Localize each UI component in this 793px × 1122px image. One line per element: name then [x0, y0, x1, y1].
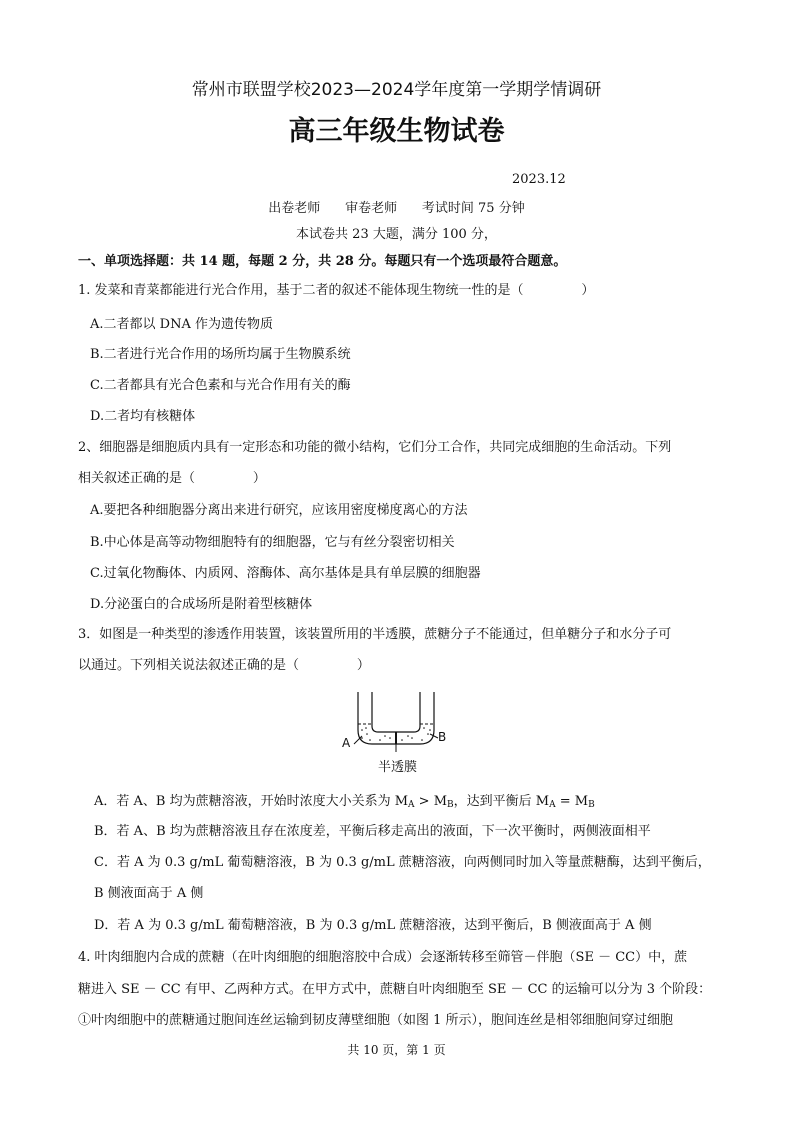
- q3-option-d: D．若 A 为 0.3 g/mL 葡萄糖溶液，B 为 0.3 g/mL 蔗糖溶液，达到平衡后，B 侧液面高于 A 侧: [94, 918, 652, 933]
- q3-option-c-line2: B 侧液面高于 A 侧: [94, 886, 204, 901]
- q2-option-d: D.分泌蛋白的合成场所是附着型核糖体: [90, 597, 313, 612]
- q2-option-b: B.中心体是高等动物细胞特有的细胞器，它与有丝分裂密切相关: [90, 535, 455, 550]
- q4-line1: 4. 叶肉细胞内合成的蔗糖（在叶肉细胞的细胞溶胶中合成）会逐渐转移至筛管－伴胞（SE － CC）中，蔗: [78, 950, 688, 965]
- section-heading: 一、单项选择题：共 14 题，每题 2 分，共 28 分。每题只有一个选项最符合题意。: [78, 254, 567, 269]
- q1-option-c: C.二者都具有光合色素和与光合作用有关的酶: [90, 378, 351, 393]
- staff-line: 出卷老师 审卷老师 考试时间 75 分钟: [268, 201, 525, 216]
- membrane-caption: 半透膜: [378, 760, 418, 775]
- q1-option-a: A.二者都以 DNA 作为遗传物质: [90, 317, 273, 332]
- q2-stem-line2: 相关叙述正确的是（ ）: [78, 471, 266, 486]
- summary-line: 本试卷共 23 大题，满分 100 分，: [296, 227, 497, 242]
- q2-option-c: C.过氧化物酶体、内质网、溶酶体、高尔基体是具有单层膜的细胞器: [90, 566, 481, 581]
- q3-option-a: A．若 A、B 均为蔗糖溶液，开始时浓度大小关系为 $M_A > M_B$，达到平衡后 $M_A = M_B$: [94, 794, 595, 810]
- page-footer: 共 10 页，第 1 页: [347, 1043, 446, 1057]
- q2-stem-line1: 2、细胞器是细胞质内具有一定形态和功能的微小结构，它们分工合作，共同完成细胞的生命活动。下列: [78, 440, 672, 455]
- q4-line3: ①叶肉细胞中的蔗糖通过胞间连丝运输到韧皮薄壁细胞（如图 1 所示），胞间连丝是相邻细胞间穿过细胞: [78, 1013, 674, 1028]
- u-tube-inner-wall: [372, 692, 420, 732]
- q1-option-b: B.二者进行光合作用的场所均属于生物膜系统: [90, 347, 351, 362]
- q3-option-b: B．若 A、B 均为蔗糖溶液且存在浓度差，平衡后移走高出的液面，下一次平衡时，两侧液面相平: [94, 824, 651, 839]
- label-b: B: [438, 730, 447, 744]
- exam-date: 2023.12: [512, 172, 566, 187]
- q2-option-a: A.要把各种细胞器分离出来进行研究，应该用密度梯度离心的方法: [90, 503, 468, 518]
- paper-title: 高三年级生物试卷: [288, 116, 505, 147]
- q1-stem: 1. 发菜和青菜都能进行光合作用，基于二者的叙述不能体现生物统一性的是（ ）: [78, 283, 595, 298]
- q3-stem-line1: 3．如图是一种类型的渗透作用装置，该装置所用的半透膜，蔗糖分子不能通过，但单糖分子和水分子可: [78, 627, 672, 642]
- q3-option-c-line1: C．若 A 为 0.3 g/mL 葡萄糖溶液，B 为 0.3 g/mL 蔗糖溶液，向两侧同时加入等量蔗糖酶，达到平衡后，: [94, 855, 711, 870]
- q3-figure: [340, 690, 460, 780]
- q3-stem-line2: 以通过。下列相关说法叙述正确的是（ ）: [78, 658, 370, 673]
- label-a: A: [342, 736, 351, 750]
- school-title: 常州市联盟学校2023—2024学年度第一学期学情调研: [191, 80, 602, 100]
- q1-option-d: D.二者均有核糖体: [90, 409, 196, 424]
- q4-line2: 糖进入 SE － CC 有甲、乙两种方式。在甲方式中，蔗糖自叶肉细胞至 SE － CC 的运输可以分为 3 个阶段：: [78, 982, 712, 997]
